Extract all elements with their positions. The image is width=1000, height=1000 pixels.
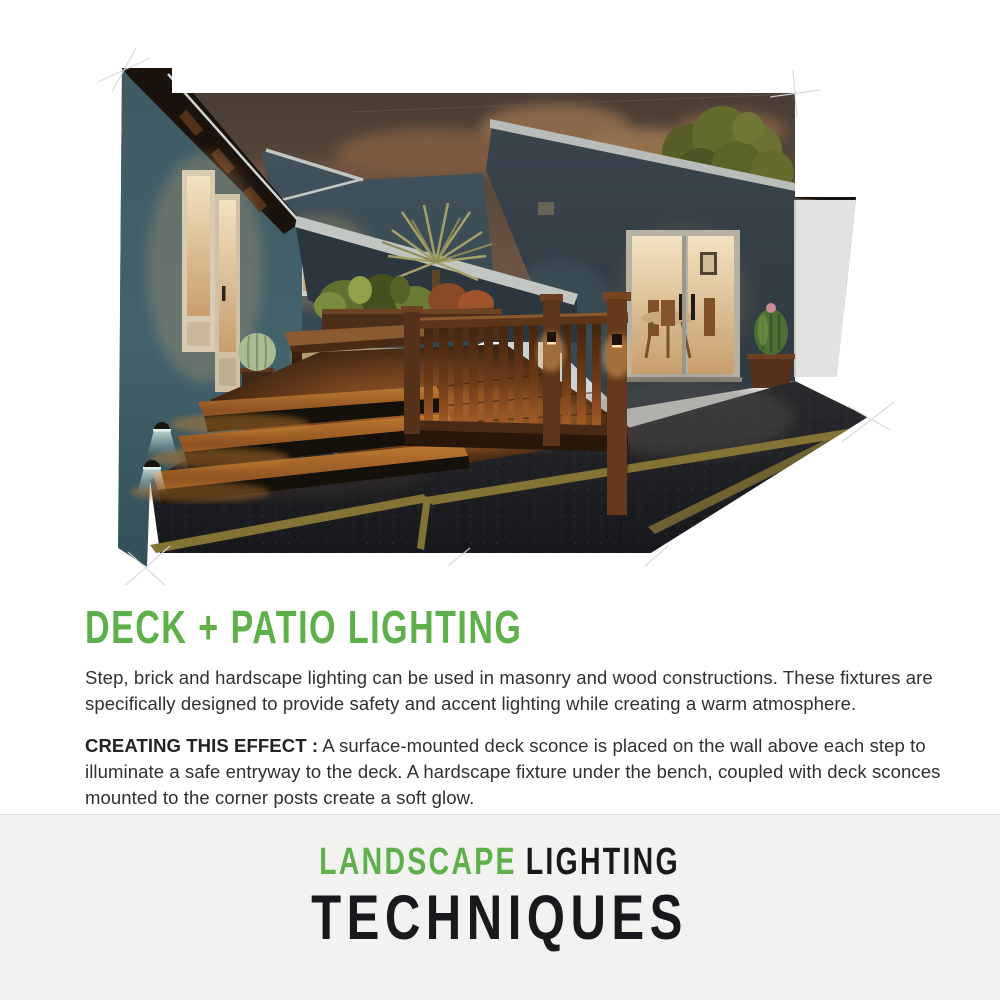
page-title: DECK + PATIO LIGHTING [85, 601, 523, 653]
brand-word-lighting: LIGHTING [526, 841, 681, 883]
door-handle [222, 286, 226, 301]
brand-line-1 [0, 842, 1000, 884]
sconce-fixture-icon [547, 332, 556, 343]
cactus-flower [766, 303, 776, 313]
sconce-fixture-icon [612, 334, 622, 346]
glass-door-left [215, 194, 240, 392]
brand-word-techniques: TECHNIQUES [311, 882, 689, 953]
effect-text: A surface-mounted deck sconce is placed on the wall above each step to illuminate a safe entryway to the deck. A hardscape fixture under the bench, coupled with deck sconces mounted to the corner posts create a soft glow. [85, 734, 941, 809]
door-handle [691, 294, 695, 320]
footer-brand [0, 814, 1000, 1000]
brand-word-landscape: LANDSCAPE [319, 841, 518, 883]
side-panel [795, 200, 856, 377]
lit-window-left [182, 170, 215, 352]
wall-vent [538, 202, 554, 215]
effect-label: CREATING THIS EFFECT : [85, 734, 319, 756]
effect-paragraph [85, 733, 957, 812]
intro-paragraph: Step, brick and hardscape lighting can be used in masonry and wood constructions. These fixtures are specifically designed to provide safety and accent lighting while creating a warm atmosphere. [85, 667, 933, 715]
brand-line-2 [0, 882, 1000, 953]
article [85, 601, 957, 811]
